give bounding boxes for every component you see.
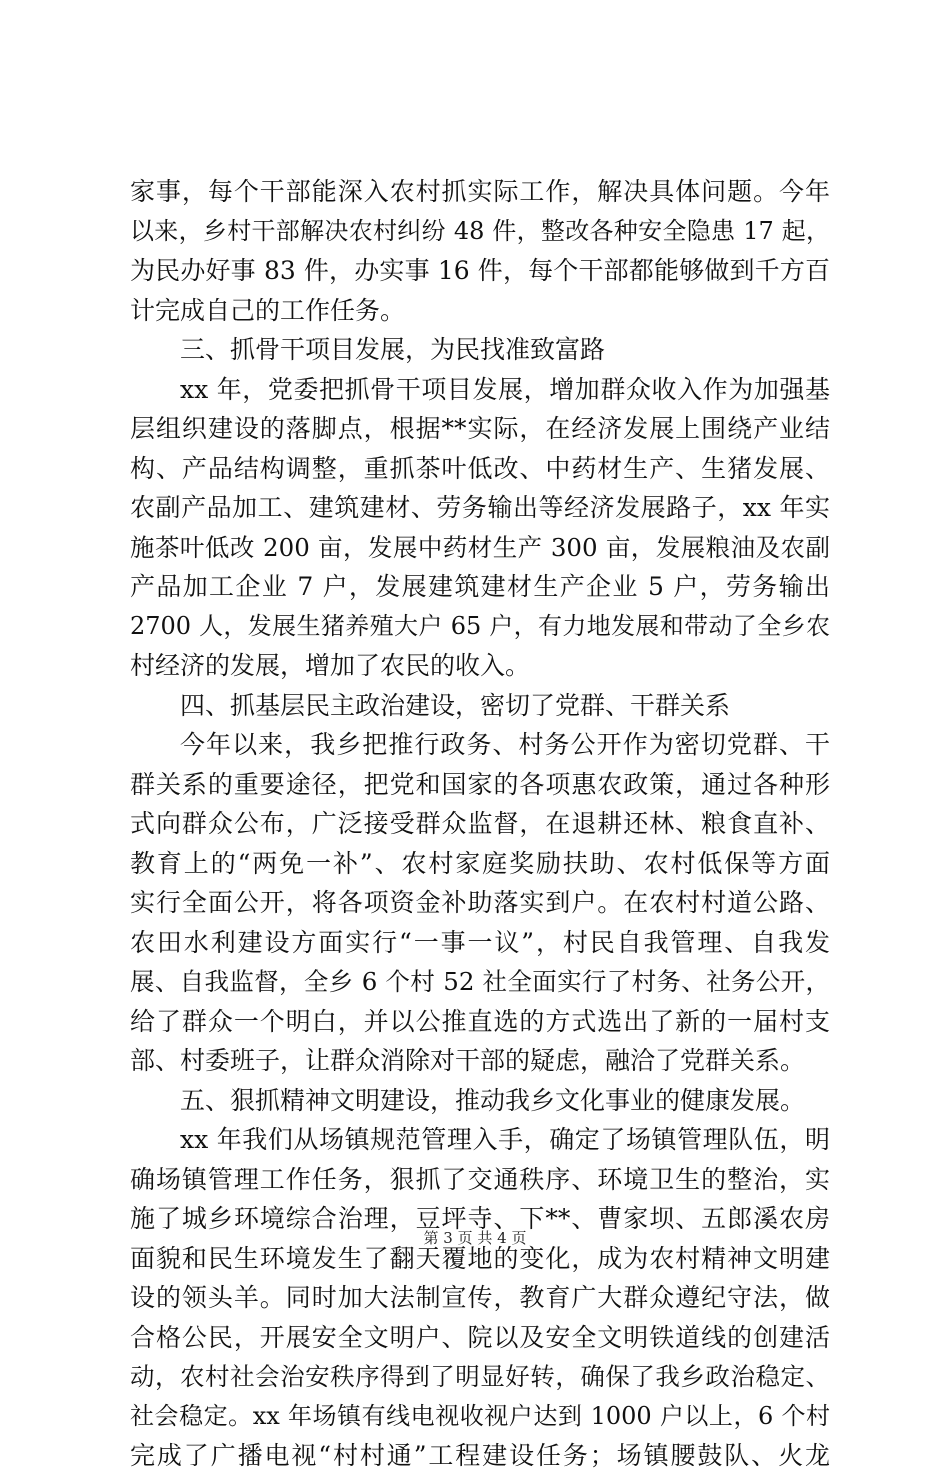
text-line: xx 年我们从场镇规范管理入手，确定了场镇管理队伍，明 <box>180 1125 830 1154</box>
text-line: 家事，每个干部能深入农村抓实际工作，解决具体问题。今年 <box>130 177 830 206</box>
text-line: 村经济的发展，增加了农民的收入。 <box>130 651 531 680</box>
text-line: 部、村委班子，让群众消除对干部的疑虑，融洽了党群关系。 <box>130 1046 806 1075</box>
text-line: 社会稳定。xx 年场镇有线电视收视户达到 1000 户以上，6 个村 <box>130 1401 830 1430</box>
text-line: 今年以来，我乡把推行政务、村务公开作为密切党群、干 <box>180 730 830 759</box>
text-line: 计完成自己的工作任务。 <box>130 295 406 325</box>
page-footer: 第 3 页 共 4 页 <box>423 1229 527 1247</box>
text-line: xx 年，党委把抓骨干项目发展，增加群众收入作为加强基 <box>180 374 830 404</box>
text-line: 展、自我监督，全乡 6 个村 52 社全面实行了村务、社务公开， <box>130 967 830 996</box>
document-body <box>130 172 830 1476</box>
text-line: 为民办好事 83 件，办实事 16 件，每个干部都能够做到千方百 <box>130 256 830 285</box>
text-line: 给了群众一个明白，并以公推直选的方式选出了新的一届村支 <box>130 1006 830 1036</box>
text-line: 完成了广播电视“村村通”工程建设任务；场镇腰鼓队、火龙 <box>130 1441 830 1470</box>
text-line: 2700 人，发展生猪养殖大户 65 户，有力地发展和带动了全乡农 <box>130 611 830 640</box>
text-line: 合格公民，开展安全文明户、院以及安全文明铁道线的创建活 <box>130 1322 830 1352</box>
text-line: 设的领头羊。同时加大法制宣传，教育广大群众遵纪守法，做 <box>130 1283 830 1312</box>
text-line: 层组织建设的落脚点，根据**实际，在经济发展上围绕产业结 <box>130 414 830 443</box>
text-line: 施茶叶低改 200 亩，发展中药材生产 300 亩，发展粮油及农副 <box>130 532 830 562</box>
text-line: 群关系的重要途径，把党和国家的各项惠农政策，通过各种形 <box>130 769 830 799</box>
section-heading: 四、抓基层民主政治建设，密切了党群、干群关系 <box>180 690 731 720</box>
section-heading: 三、抓骨干项目发展，为民找准致富路 <box>180 335 606 364</box>
text-line: 施了城乡环境综合治理，豆坪寺、下**、曹家坝、五郎溪农房 <box>130 1204 830 1233</box>
text-line: 实行全面公开，将各项资金补助落实到户。在农村村道公路、 <box>130 888 830 917</box>
text-line: 农副产品加工、建筑建材、劳务输出等经济发展路子，xx 年实 <box>130 493 830 522</box>
section-heading: 五、狠抓精神文明建设，推动我乡文化事业的健康发展。 <box>180 1085 806 1115</box>
text-line: 面貌和民生环境发生了翻天覆地的变化，成为农村精神文明建 <box>130 1243 830 1273</box>
text-line: 产品加工企业 7 户，发展建筑建材生产企业 5 户，劳务输出 <box>130 572 830 601</box>
text-line: 式向群众公布，广泛接受群众监督，在退耕还林、粮食直补、 <box>130 809 830 838</box>
text-line: 以来，乡村干部解决农村纠纷 48 件，整改各种安全隐患 17 起， <box>130 216 830 245</box>
text-line: 动，农村社会治安秩序得到了明显好转，确保了我乡政治稳定、 <box>130 1362 830 1391</box>
text-line: 确场镇管理工作任务，狠抓了交通秩序、环境卫生的整治，实 <box>130 1164 830 1194</box>
text-line: 构、产品结构调整，重抓茶叶低改、中药材生产、生猪发展、 <box>130 453 830 483</box>
text-line: 教育上的“两免一补”、农村家庭奖励扶助、农村低保等方面 <box>130 848 830 878</box>
text-line: 农田水利建设方面实行“一事一议”，村民自我管理、自我发 <box>130 927 830 957</box>
